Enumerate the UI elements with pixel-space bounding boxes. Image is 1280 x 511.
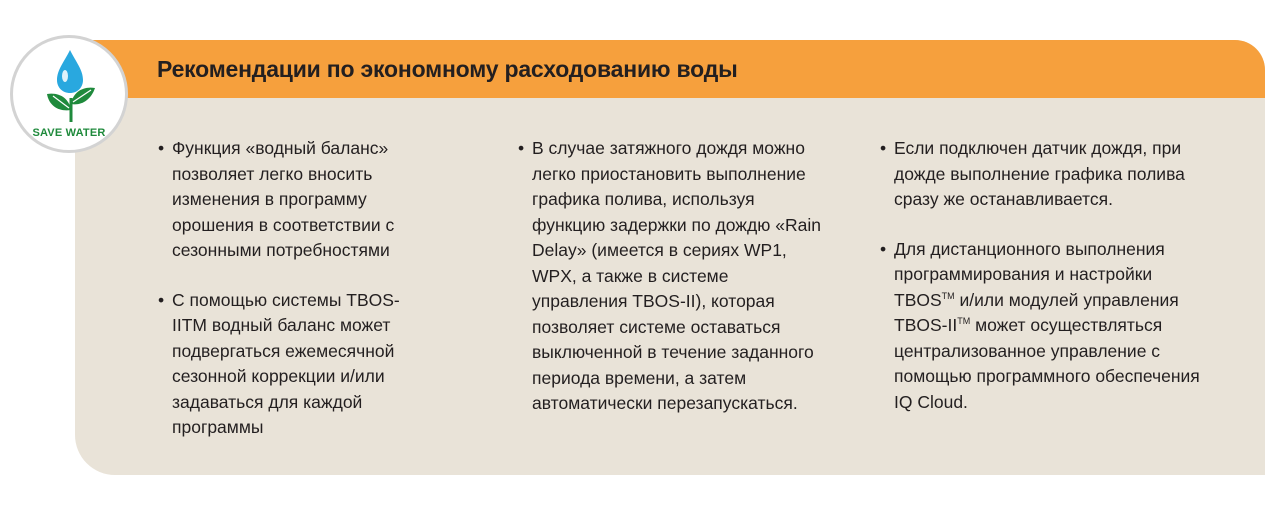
column-3 <box>880 136 1200 439</box>
list-item <box>880 136 1200 213</box>
text-part: Для дистанционного выполнения программирования и настройки TBOS <box>894 238 1165 310</box>
text-part: и/или модулей управления TBOS-II <box>894 289 1179 335</box>
list-item-text: С помощью системы TBOS-IITM водный баланс может подвергаться ежемесячной сезонной коррекции и/или задаваться для каждой программы <box>172 289 400 437</box>
column-1 <box>158 136 433 465</box>
list-item <box>158 288 433 441</box>
page-title: Рекомендации по экономному расходованию воды <box>157 56 738 82</box>
bullet: • <box>158 138 165 158</box>
bullet: • <box>880 138 887 158</box>
list-item-text: Если подключен датчик дождя, при дожде выполнение графика полива сразу же останавливается. <box>894 138 1185 209</box>
header-bar <box>75 40 1265 98</box>
badge-label: SAVE WATER <box>32 127 106 139</box>
list-item <box>158 136 433 264</box>
text-part: может осуществляться централизованное управление с помощью программного обеспечения IQ Cloud. <box>894 315 1200 412</box>
save-water-badge <box>10 35 128 153</box>
bullet: • <box>158 289 165 310</box>
trademark-mark: TM <box>957 316 971 326</box>
trademark-mark: TM <box>941 290 955 301</box>
list-item-text <box>894 239 1200 412</box>
list-item-text: Функция «водный баланс» позволяет легко вносить изменения в программу орошения в соответствии с сезонными потребностями <box>172 138 395 260</box>
column-2 <box>518 136 828 441</box>
list-item <box>880 237 1200 416</box>
list-item-text: В случае затяжного дождя можно легко приостановить выполнение графика полива, используя функцию задержки по дождю «Rain Delay» (имеется в сериях WP1, WPX, а также в системе управления TBOS-II), которая позволяет системе оставаться выключенной в течение заданного периода времени, а затем автоматически перезапускаться. <box>532 138 821 413</box>
bullet: • <box>880 238 887 259</box>
bullet: • <box>518 138 525 158</box>
list-item <box>518 136 828 417</box>
